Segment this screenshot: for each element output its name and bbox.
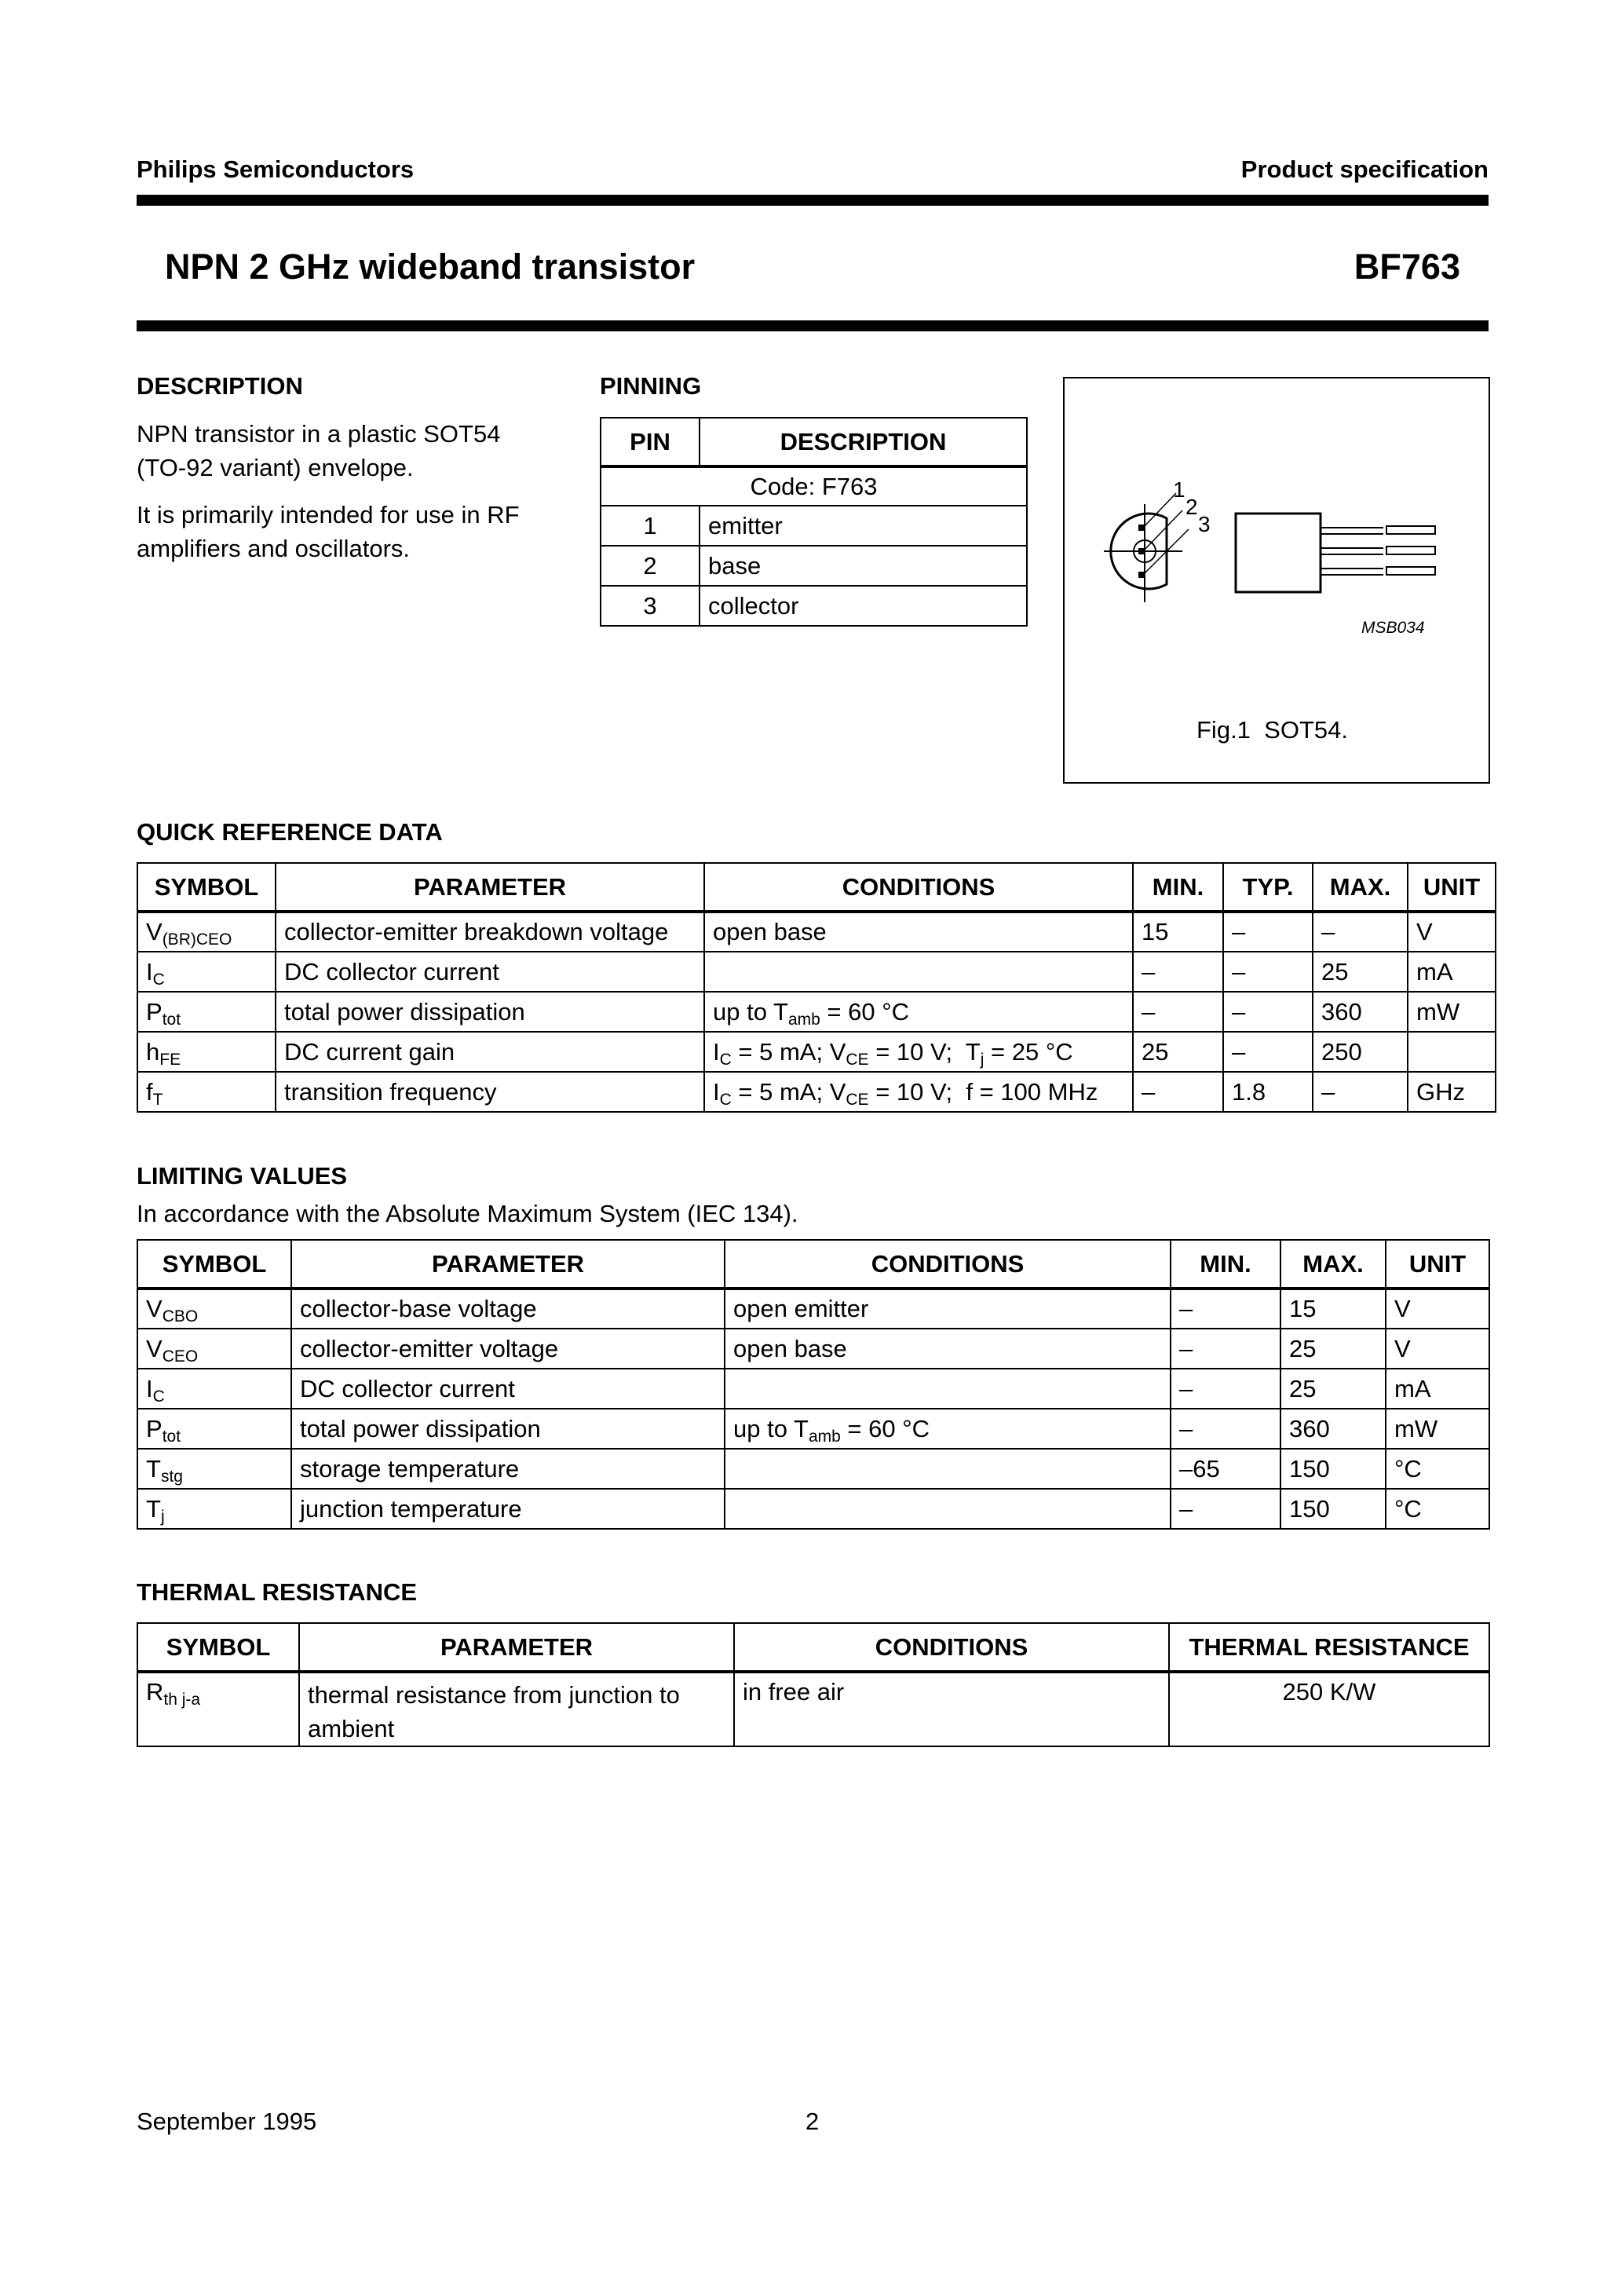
figure-pin-label: 2 [1185, 495, 1198, 519]
column-header: MAX. [1280, 1240, 1386, 1289]
pinning-heading: PINNING [600, 372, 702, 400]
type-number: BF763 [1353, 247, 1460, 287]
table-row: 1 emitter [601, 506, 1027, 546]
column-header: SYMBOL [137, 863, 276, 912]
table-row: $T_{stg}$ storage temperature –65 150 °C [137, 1449, 1489, 1489]
table-row: $V_{CEO}$ collector-emitter voltage open base – 25 V [137, 1329, 1489, 1369]
table-row: $V_{CBO}$ collector-base voltage open emitter – 15 V [137, 1289, 1489, 1329]
description-paragraph-2: It is primarily intended for use in RF amplifiers and oscillators. [137, 501, 520, 562]
drawing-code: MSB034 [1361, 619, 1425, 637]
document-type: Product specification [1240, 155, 1489, 183]
quick-reference-heading: QUICK REFERENCE DATA [137, 818, 443, 846]
thermal-resistance-table [137, 1622, 1490, 1747]
column-header: MIN. [1133, 863, 1223, 912]
table-row: 3 collector [601, 586, 1027, 626]
table-row: $h_{FE}$ DC current gain $I_C = 5$ mA; $V_{CE} = 10$ V; $T_j = 25$ °C 25 – 250 [137, 1032, 1496, 1072]
header-rule [137, 195, 1489, 206]
limiting-values-table [137, 1239, 1490, 1530]
thermal-resistance-heading: THERMAL RESISTANCE [137, 1578, 418, 1606]
figure-caption: Fig.1 SOT54. [1196, 716, 1348, 744]
table-row: $I_C$ DC collector current – 25 mA [137, 1369, 1489, 1409]
footer-date: September 1995 [137, 2108, 317, 2135]
column-header: SYMBOL [137, 1240, 291, 1289]
table-row: $R_{th j-a}$ thermal resistance from junction to ambient in free air 250 K/W [137, 1672, 1489, 1746]
pinning-code: Code: F763 [601, 466, 1027, 506]
column-header: TYP. [1223, 863, 1313, 912]
figure-pin-label: 1 [1173, 477, 1185, 502]
column-header: THERMAL RESISTANCE [1169, 1623, 1489, 1672]
column-header: UNIT [1408, 863, 1496, 912]
description-heading: DESCRIPTION [137, 372, 303, 400]
column-header: MAX. [1313, 863, 1408, 912]
page-number: 2 [806, 2108, 820, 2135]
table-row: $I_C$ DC collector current – – 25 mA [137, 952, 1496, 992]
table-row: $f_T$ transition frequency $I_C = 5$ mA; $V_{CE} = 10$ V; f = 100 MHz – 1.8 – GHz [137, 1072, 1496, 1112]
limiting-values-intro: In accordance with the Absolute Maximum System (IEC 134). [137, 1200, 798, 1227]
pinning-header-pin: PIN [601, 418, 700, 466]
column-header: CONDITIONS [704, 863, 1133, 912]
column-header: CONDITIONS [734, 1623, 1169, 1672]
pinning-header-description: DESCRIPTION [700, 418, 1027, 466]
figure-box [1063, 377, 1490, 784]
column-header: SYMBOL [137, 1623, 299, 1672]
description-paragraph-1: NPN transistor in a plastic SOT54 (TO-92 variant) envelope. [137, 420, 501, 481]
column-header: PARAMETER [291, 1240, 725, 1289]
pinning-table [600, 417, 1028, 627]
title-rule [137, 320, 1489, 331]
table-row: $P_{tot}$ total power dissipation up to $T_{amb} = 60$ °C – – 360 mW [137, 992, 1496, 1032]
page-title: NPN 2 GHz wideband transistor [165, 247, 696, 287]
table-row: $P_{tot}$ total power dissipation up to $T_{amb} = 60$ °C – 360 mW [137, 1409, 1489, 1449]
column-header: PARAMETER [276, 863, 704, 912]
table-row: $T_j$ junction temperature – 150 °C [137, 1489, 1489, 1529]
column-header: MIN. [1171, 1240, 1280, 1289]
column-header: PARAMETER [299, 1623, 734, 1672]
table-row: 2 base [601, 546, 1027, 586]
limiting-values-heading: LIMITING VALUES [137, 1162, 348, 1190]
column-header: CONDITIONS [725, 1240, 1171, 1289]
column-header: UNIT [1386, 1240, 1489, 1289]
company-name: Philips Semiconductors [137, 155, 415, 183]
quick-reference-table [137, 862, 1496, 1113]
figure-pin-label: 3 [1198, 512, 1211, 536]
table-row: $V_{(BR)CEO}$ collector-emitter breakdown voltage open base 15 – – V [137, 912, 1496, 952]
